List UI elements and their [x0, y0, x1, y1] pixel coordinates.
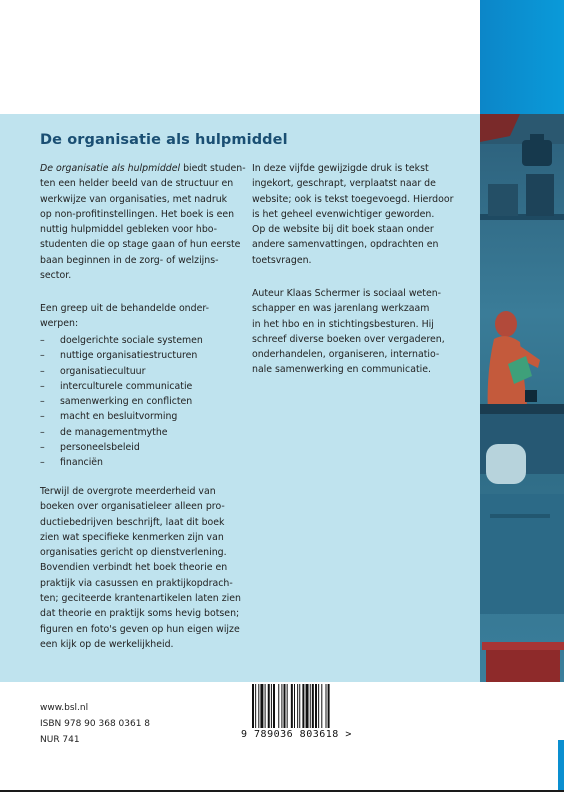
topic-label: samenwerking en conflicten — [60, 396, 193, 408]
nur-text: NUR 741 — [40, 735, 80, 745]
topic-item — [40, 440, 236, 455]
author-line: onderhandelen, organiseren, internatio- — [252, 349, 440, 361]
barcode-bar — [268, 684, 270, 728]
topic-label: doelgerichte sociale systemen — [60, 335, 203, 346]
description-line: Bovendien verbindt het boek theorie en — [40, 562, 228, 574]
edition-line: ingekort, geschrapt, verplaatst naar de — [252, 178, 436, 190]
intro-line-text: studenten die op stage gaan of hun eerste — [40, 239, 241, 251]
description-line: zien wat specifieke kenmerken zijn van — [40, 531, 224, 543]
dash-bullet: – — [40, 365, 45, 377]
barcode-bar — [312, 684, 314, 728]
dash-bullet: – — [40, 442, 45, 454]
website-link[interactable]: www.bsl.nl — [40, 703, 89, 713]
barcode-bar — [258, 684, 259, 728]
barcode-bar — [318, 684, 319, 728]
edition-paragraph — [252, 161, 464, 268]
topic-item — [40, 455, 236, 470]
barcode-bar — [310, 684, 311, 728]
topic-label: interculturele communicatie — [60, 380, 193, 392]
author-line: in het hbo en in stichtingsbesturen. Hij — [252, 318, 434, 330]
intro-line-text: biedt studen- — [180, 163, 246, 174]
barcode-bar — [255, 684, 256, 728]
dash-bullet: – — [40, 411, 45, 423]
edition-line: andere samenvattingen, opdrachten en — [252, 239, 439, 251]
barcode-bar — [265, 684, 266, 728]
author-line: schreef diverse boeken over vergaderen, — [252, 333, 445, 345]
topics-list — [40, 333, 236, 471]
intro-line-text: ten een helder beeld van de structuur en — [40, 178, 234, 190]
isbn-text: ISBN 978 90 368 0361 8 — [40, 719, 151, 729]
description-line: Terwijl de overgrote meerderheid van — [40, 486, 216, 497]
topic-label: organisatiecultuur — [60, 365, 146, 377]
topic-item — [40, 364, 236, 379]
barcode-bar — [271, 684, 272, 728]
topic-label: personeelsbeleid — [60, 442, 140, 454]
edition-line: toetsvragen. — [252, 254, 312, 266]
topic-label: macht en besluitvorming — [60, 411, 178, 423]
topic-item — [40, 333, 236, 348]
author-line: Auteur Klaas Schermer is sociaal weten- — [252, 288, 442, 299]
description-line: een kijk op de werkelijkheid. — [40, 638, 174, 650]
topic-item — [40, 425, 236, 440]
barcode-bar — [326, 684, 327, 728]
barcode-bar — [284, 684, 286, 728]
intro-line-text: werkwijze van organisaties, met nadruk — [40, 193, 228, 205]
intro-line — [40, 237, 241, 252]
intro-line — [40, 207, 236, 222]
bottom-edge — [0, 790, 564, 800]
intro-line — [40, 161, 246, 176]
barcode — [252, 684, 362, 728]
top-blank-area — [0, 0, 480, 114]
author-line: schapper en was jarenlang werkzaam — [252, 303, 430, 315]
barcode-bar — [321, 684, 322, 728]
topic-item — [40, 409, 236, 424]
edition-line: website; ook is tekst toegevoegd. Hierdoor — [252, 193, 454, 205]
edition-line: In deze vijfde gewijzigde druk is tekst — [252, 163, 429, 174]
barcode-bar — [297, 684, 298, 728]
intro-line — [40, 268, 236, 283]
description-line: praktijk via casussen en praktijkopdrach- — [40, 577, 233, 589]
barcode-bar — [299, 684, 300, 728]
intro-line-text: nuttig hulpmiddel gebleken voor hbo- — [40, 224, 218, 236]
blue-cover-strip — [480, 0, 564, 114]
description-line: ten; geciteerde krantenartikelen laten zien — [40, 593, 241, 605]
publisher-info — [40, 700, 150, 748]
edition-line: is het geheel evenwichtiger geworden. — [252, 208, 435, 220]
topics-intro-line: Een greep uit de behandelde onder- — [40, 303, 209, 314]
dash-bullet: – — [40, 380, 45, 392]
intro-line — [40, 253, 236, 268]
barcode-bar — [273, 684, 275, 728]
barcode-bar — [302, 684, 304, 728]
intro-line — [40, 222, 236, 237]
dash-bullet: – — [40, 350, 45, 362]
dash-bullet: – — [40, 335, 45, 346]
description-paragraph — [40, 484, 241, 652]
description-line: ductiebedrijven beschrijft, laat dit boek — [40, 516, 225, 528]
barcode-number: 9 789036 803618 > — [241, 729, 352, 740]
description-line: organisaties gericht op dienstverlening. — [40, 547, 227, 559]
corner-blue-strip — [558, 740, 564, 790]
author-paragraph — [252, 286, 464, 378]
topics-intro-line: werpen: — [40, 318, 79, 330]
intro-line — [40, 176, 236, 191]
dash-bullet: – — [40, 396, 45, 408]
book-title: De organisatie als hulpmiddel — [40, 132, 288, 148]
author-line: nale samenwerking en communicatie. — [252, 364, 431, 376]
barcode-bar — [252, 684, 254, 728]
topic-label: de managementmythe — [60, 426, 168, 438]
topic-item — [40, 379, 236, 394]
topic-label: nuttige organisatiestructuren — [60, 350, 198, 362]
topic-item — [40, 348, 236, 363]
intro-line — [40, 192, 236, 207]
dash-bullet: – — [40, 457, 45, 469]
barcode-bar — [315, 684, 317, 728]
intro-line-text: sector. — [40, 270, 72, 282]
topic-label: financiën — [60, 457, 104, 469]
book-title-italic: De organisatie als hulpmiddel — [40, 163, 181, 174]
barcode-bar — [291, 684, 293, 728]
barcode-bar — [294, 684, 295, 728]
intro-paragraph — [40, 161, 246, 283]
intro-line-text: baan beginnen in de zorg- of welzijns- — [40, 254, 219, 266]
cover-photo — [480, 114, 564, 682]
edition-line: Op de website bij dit boek staan onder — [252, 224, 434, 236]
barcode-bar — [306, 684, 309, 728]
dash-bullet: – — [40, 426, 45, 438]
barcode-bar — [287, 684, 288, 728]
barcode-bar — [278, 684, 279, 728]
barcode-bar — [328, 684, 330, 728]
barcode-bar — [260, 684, 263, 728]
description-line: boeken over organisatieleer alleen pro- — [40, 501, 225, 513]
description-line: figuren en foto's geven op hun eigen wijze — [40, 623, 240, 635]
topics-intro — [40, 301, 236, 332]
intro-line-text: op non-profitinstellingen. Het boek is een — [40, 208, 235, 220]
topic-item — [40, 394, 236, 409]
barcode-bar — [281, 684, 282, 728]
description-line: dat theorie en praktijk soms hevig botsen; — [40, 608, 240, 620]
